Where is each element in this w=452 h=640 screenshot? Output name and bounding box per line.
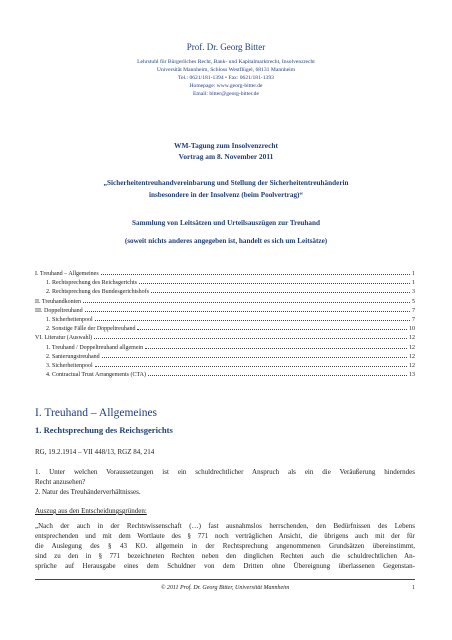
address-line-1: Lehrstuhl für Bürgerliches Recht, Bank- und Kapitalmarktrecht, Insolvenzrecht bbox=[137, 59, 315, 65]
excerpt-line-3: die Auslegung des § 43 KO. allgemein in der Rechtsprechung angenommenen Grundsätzen übereinstimmt, bbox=[35, 542, 415, 550]
toc-entry[interactable] bbox=[35, 342, 415, 351]
toc-leader-dots bbox=[137, 328, 407, 330]
toc-entry-label: 2. Sanierungstreuhand bbox=[46, 353, 100, 360]
toc-entry-page: 12 bbox=[409, 353, 415, 360]
toc-entry-page: 7 bbox=[412, 307, 415, 314]
collection-title: Sammlung von Leitsätzen und Urteilsauszügen zur Treuhand bbox=[132, 219, 320, 227]
excerpt-label: Auszug aus den Entscheidungsgründen: bbox=[35, 507, 147, 515]
toc-entry-label: 1. Sicherheitenpool bbox=[46, 317, 93, 323]
excerpt-line-1: „Nach der auch in der Rechtswissenschaft (…) fast ausnahmslos herrschenden, den Bedürfnissen des Lebens bbox=[35, 522, 415, 530]
address-line-3: Tel.: 0621/181-1394 • Fax: 0621/181-1393 bbox=[178, 75, 274, 81]
collection-note: (soweit nichts anderes angegeben ist, handelt es sich um Leitsätze) bbox=[124, 237, 328, 245]
page-number: 1 bbox=[412, 585, 415, 591]
talk-title-line-2: insbesondere in der Insolvenz (beim Poolvertrag)“ bbox=[148, 191, 304, 199]
toc-entry[interactable] bbox=[35, 360, 415, 369]
toc-entry[interactable] bbox=[35, 277, 415, 286]
toc-leader-dots bbox=[102, 356, 407, 358]
toc-entry-label: III. Doppeltreuhand bbox=[35, 307, 83, 314]
toc-leader-dots bbox=[95, 319, 410, 321]
toc-leader-dots bbox=[151, 291, 410, 293]
author-name: Prof. Dr. Georg Bitter bbox=[186, 42, 266, 52]
footer-copyright: © 2011 Prof. Dr. Georg Bitter, Universität Mannheim bbox=[160, 585, 290, 591]
toc-entry[interactable] bbox=[35, 332, 415, 341]
toc-entry[interactable] bbox=[35, 314, 415, 323]
toc-entry-page: 5 bbox=[412, 298, 415, 305]
toc-entry-page: 1 bbox=[412, 271, 415, 277]
excerpt-line-4: sind zu den in § 771 bezeichneten Rechten neben den dinglichen Rechten auch die schuldrechtlichen An- bbox=[35, 552, 415, 560]
toc-entry-label: II. Treuhandkonten bbox=[35, 298, 81, 305]
excerpt-line-2: entsprechenden und mit dem Wortlaute des § 771 noch verträglichen Ansicht, die übrigens auch mit der für bbox=[35, 532, 415, 540]
email-link[interactable]: Email: bitter@georg-bitter.de bbox=[193, 91, 259, 97]
toc-entry-page: 12 bbox=[409, 344, 415, 351]
toc-entry[interactable] bbox=[35, 268, 415, 277]
toc-entry-label: VI. Literatur (Auswahl) bbox=[35, 335, 93, 342]
toc-entry-label: 2. Rechtsprechung des Bundesgerichtshofs bbox=[46, 289, 149, 296]
toc-entry-label: 2. Sonstige Fälle der Doppeltreuhand bbox=[46, 326, 136, 333]
toc-leader-dots bbox=[148, 374, 407, 376]
toc-entry[interactable] bbox=[35, 305, 415, 314]
toc-entry-page: 12 bbox=[409, 363, 415, 369]
toc-leader-dots bbox=[83, 301, 410, 303]
toc-entry-label: I. Treuhand – Allgemeines bbox=[35, 271, 99, 277]
toc-entry[interactable] bbox=[35, 296, 415, 305]
footer-divider bbox=[35, 579, 415, 580]
event-name: WM-Tagung zum Insolvenzrecht bbox=[174, 141, 278, 150]
event-date: Vortrag am 8. November 2011 bbox=[178, 152, 274, 161]
toc-entry-label: 3. Sicherheitenpool bbox=[46, 363, 93, 369]
headnote-line-3: 2. Natur des Treuhänderverhältnisses. bbox=[35, 488, 141, 496]
toc-entry-label: 1. Rechtsprechung des Reichsgerichts bbox=[46, 280, 137, 287]
toc-entry-label: 4. Contractual Trust Arrangements (CTA) bbox=[46, 372, 147, 379]
toc-leader-dots bbox=[145, 347, 407, 349]
toc-entry-label: 1. Treuhand / Doppeltreuhand allgemein bbox=[46, 344, 144, 351]
toc-leader-dots bbox=[139, 282, 410, 284]
talk-title-line-1: „Sicherheitentreuhandvereinbarung und Stellung der Sicherheitentreuhänderin bbox=[103, 179, 349, 187]
toc-entry[interactable] bbox=[35, 323, 415, 332]
toc-entry-page: 12 bbox=[409, 335, 415, 342]
section-heading: I. Treuhand – Allgemeines bbox=[35, 407, 158, 419]
toc-entry-page: 13 bbox=[409, 372, 415, 379]
toc-entry-page: 3 bbox=[412, 289, 415, 296]
headnote-line-2: Recht anzusehen? bbox=[35, 478, 86, 486]
toc-entry-page: 10 bbox=[409, 326, 415, 333]
toc-entry[interactable] bbox=[35, 369, 415, 378]
toc-leader-dots bbox=[95, 365, 407, 367]
address-line-2: Universität Mannheim, Schloss Westflügel, 68131 Mannheim bbox=[156, 67, 296, 73]
toc-leader-dots bbox=[85, 310, 410, 312]
toc-entry[interactable] bbox=[35, 286, 415, 295]
excerpt-line-5: sprüche auf Herausgabe eines dem Schuldner von dem Dritten ohne Übereignung überlassenen Gegenstan- bbox=[35, 562, 415, 570]
subsection-heading: 1. Rechtsprechung des Reichsgerichts bbox=[35, 425, 173, 435]
homepage-link[interactable]: Homepage: www.georg-bitter.de bbox=[189, 83, 263, 89]
toc-entry-page: 1 bbox=[412, 280, 415, 287]
toc-leader-dots bbox=[101, 273, 410, 275]
case-citation: RG, 19.2.1914 – VII 448/13, RGZ 84, 214 bbox=[35, 448, 155, 456]
toc-leader-dots bbox=[94, 337, 407, 339]
toc-entry[interactable] bbox=[35, 351, 415, 360]
headnote-line-1: 1. Unter welchen Voraussetzungen ist ein schuldrechtlicher Anspruch als ein die Veräußerung hinderndes bbox=[35, 468, 415, 476]
toc-entry-page: 7 bbox=[412, 317, 415, 323]
